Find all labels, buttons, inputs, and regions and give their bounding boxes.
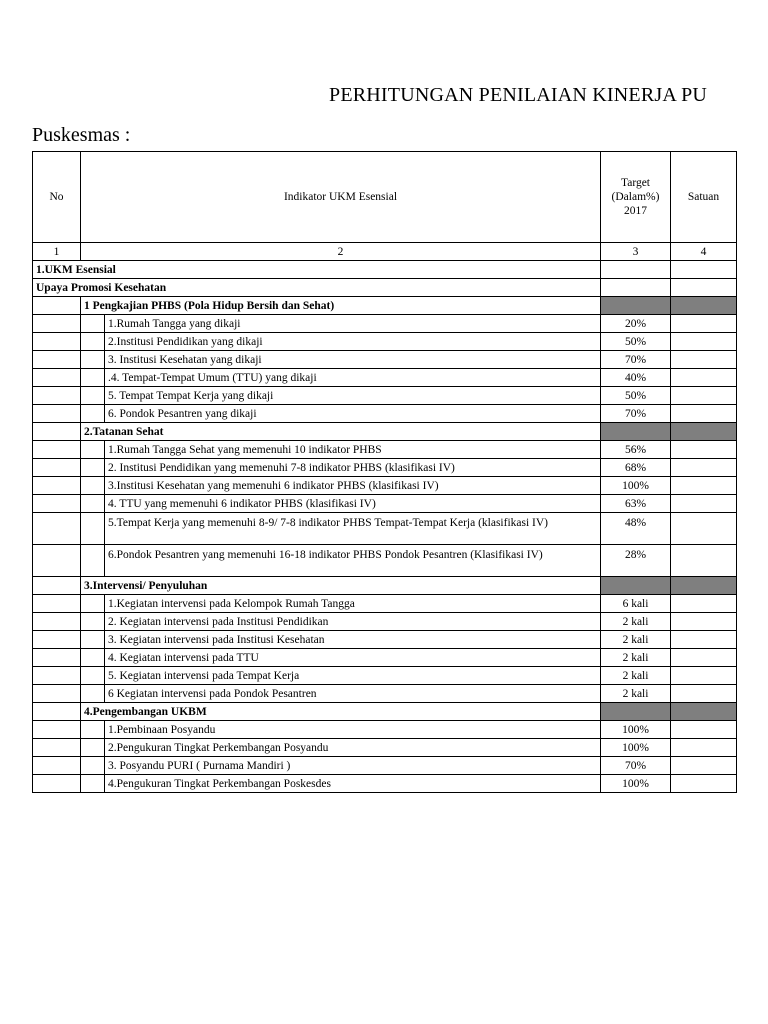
satuan-value <box>671 333 737 351</box>
target-value: 2 kali <box>601 631 671 649</box>
table-row <box>33 545 737 577</box>
satuan-value <box>671 387 737 405</box>
target-value: 40% <box>601 369 671 387</box>
indicator-text: 3. Kegiatan intervensi pada Institusi Kesehatan <box>105 631 601 649</box>
group-row <box>33 297 737 315</box>
target-value: 70% <box>601 351 671 369</box>
table-row <box>33 631 737 649</box>
satuan-value <box>671 369 737 387</box>
target-value: 28% <box>601 545 671 577</box>
satuan-value <box>671 315 737 333</box>
table-row <box>33 495 737 513</box>
satuan-value <box>671 649 737 667</box>
indicator-text: 1.Rumah Tangga yang dikaji <box>105 315 601 333</box>
satuan-value <box>671 631 737 649</box>
col-number-4: 4 <box>671 243 737 261</box>
table-row <box>33 739 737 757</box>
group-row <box>33 703 737 721</box>
indicator-text: 4. Kegiatan intervensi pada TTU <box>105 649 601 667</box>
satuan-value <box>671 595 737 613</box>
satuan-value <box>671 513 737 545</box>
group-title: 3.Intervensi/ Penyuluhan <box>81 577 601 595</box>
indicator-text: 2.Institusi Pendidikan yang dikaji <box>105 333 601 351</box>
col-number-2: 2 <box>81 243 601 261</box>
table-row <box>33 369 737 387</box>
target-value: 56% <box>601 441 671 459</box>
target-value: 68% <box>601 459 671 477</box>
indicator-text: 3.Institusi Kesehatan yang memenuhi 6 indikator PHBS (klasifikasi IV) <box>105 477 601 495</box>
target-value: 6 kali <box>601 595 671 613</box>
document-title: PERHITUNGAN PENILAIAN KINERJA PU <box>329 84 708 106</box>
indicator-text: 1.Rumah Tangga Sehat yang memenuhi 10 indikator PHBS <box>105 441 601 459</box>
section-row <box>33 261 737 279</box>
indicator-text: 5. Kegiatan intervensi pada Tempat Kerja <box>105 667 601 685</box>
table-row <box>33 757 737 775</box>
table-row <box>33 387 737 405</box>
indicator-text: 2. Kegiatan intervensi pada Institusi Pendidikan <box>105 613 601 631</box>
shaded-cell <box>671 703 737 721</box>
table-row <box>33 595 737 613</box>
target-value: 48% <box>601 513 671 545</box>
header-no: No <box>33 152 81 243</box>
group-title: 4.Pengembangan UKBM <box>81 703 601 721</box>
indicator-text: 2. Institusi Pendidikan yang memenuhi 7-8 indikator PHBS (klasifikasi IV) <box>105 459 601 477</box>
target-value: 70% <box>601 757 671 775</box>
table-row <box>33 721 737 739</box>
satuan-value <box>671 667 737 685</box>
target-value: 100% <box>601 739 671 757</box>
target-value: 2 kali <box>601 667 671 685</box>
indicator-text: 5. Tempat Tempat Kerja yang dikaji <box>105 387 601 405</box>
shaded-cell <box>601 297 671 315</box>
indicator-text: 3. Posyandu PURI ( Purnama Mandiri ) <box>105 757 601 775</box>
header-target <box>601 152 671 243</box>
table-row <box>33 351 737 369</box>
section-promosi-kesehatan: Upaya Promosi Kesehatan <box>33 279 601 297</box>
indicator-text: 2.Pengukuran Tingkat Perkembangan Posyandu <box>105 739 601 757</box>
table-row <box>33 775 737 793</box>
table-row <box>33 685 737 703</box>
target-value: 70% <box>601 405 671 423</box>
table-row <box>33 315 737 333</box>
target-value: 63% <box>601 495 671 513</box>
satuan-value <box>671 405 737 423</box>
header-indikator: Indikator UKM Esensial <box>81 152 601 243</box>
satuan-value <box>671 545 737 577</box>
satuan-value <box>671 775 737 793</box>
satuan-value <box>671 351 737 369</box>
section-ukm-esensial: 1.UKM Esensial <box>33 261 601 279</box>
satuan-value <box>671 721 737 739</box>
section-row <box>33 279 737 297</box>
group-row <box>33 423 737 441</box>
header-row <box>33 152 737 243</box>
table-row <box>33 441 737 459</box>
target-value: 2 kali <box>601 649 671 667</box>
indicator-text: 1.Pembinaan Posyandu <box>105 721 601 739</box>
table-row <box>33 649 737 667</box>
target-value: 100% <box>601 477 671 495</box>
indicator-text: 1.Kegiatan intervensi pada Kelompok Rumah Tangga <box>105 595 601 613</box>
target-value: 20% <box>601 315 671 333</box>
shaded-cell <box>671 577 737 595</box>
indicator-text: 6 Kegiatan intervensi pada Pondok Pesantren <box>105 685 601 703</box>
shaded-cell <box>601 703 671 721</box>
table-row <box>33 477 737 495</box>
shaded-cell <box>671 423 737 441</box>
indicator-text: .4. Tempat-Tempat Umum (TTU) yang dikaji <box>105 369 601 387</box>
table-row <box>33 459 737 477</box>
satuan-value <box>671 477 737 495</box>
col-number-3: 3 <box>601 243 671 261</box>
target-value: 50% <box>601 333 671 351</box>
header-target-line2: (Dalam%) <box>611 191 660 203</box>
header-target-line3: 2017 <box>624 205 647 217</box>
indicator-text: 4.Pengukuran Tingkat Perkembangan Poskesdes <box>105 775 601 793</box>
col-number-1: 1 <box>33 243 81 261</box>
shaded-cell <box>601 423 671 441</box>
header-satuan: Satuan <box>671 152 737 243</box>
target-value: 100% <box>601 721 671 739</box>
satuan-value <box>671 739 737 757</box>
indicator-text: 4. TTU yang memenuhi 6 indikator PHBS (klasifikasi IV) <box>105 495 601 513</box>
satuan-value <box>671 495 737 513</box>
indicator-text: 3. Institusi Kesehatan yang dikaji <box>105 351 601 369</box>
table-row <box>33 333 737 351</box>
group-row <box>33 577 737 595</box>
indicator-text: 5.Tempat Kerja yang memenuhi 8-9/ 7-8 indikator PHBS Tempat-Tempat Kerja (klasifikasi IV) <box>105 513 601 545</box>
table-row <box>33 667 737 685</box>
column-number-row <box>33 243 737 261</box>
header-target-line1: Target <box>621 177 650 189</box>
table-row <box>33 613 737 631</box>
shaded-cell <box>601 577 671 595</box>
satuan-value <box>671 613 737 631</box>
indicator-text: 6. Pondok Pesantren yang dikaji <box>105 405 601 423</box>
shaded-cell <box>671 297 737 315</box>
group-title: 2.Tatanan Sehat <box>81 423 601 441</box>
group-title: 1 Pengkajian PHBS (Pola Hidup Bersih dan Sehat) <box>81 297 601 315</box>
satuan-value <box>671 757 737 775</box>
target-value: 100% <box>601 775 671 793</box>
target-value: 50% <box>601 387 671 405</box>
table-row <box>33 513 737 545</box>
satuan-value <box>671 441 737 459</box>
indicator-table <box>32 151 737 793</box>
table-row <box>33 405 737 423</box>
target-value: 2 kali <box>601 685 671 703</box>
indicator-text: 6.Pondok Pesantren yang memenuhi 16-18 indikator PHBS Pondok Pesantren (Klasifikasi IV) <box>105 545 601 577</box>
puskesmas-label: Puskesmas : <box>32 124 131 146</box>
satuan-value <box>671 685 737 703</box>
target-value: 2 kali <box>601 613 671 631</box>
satuan-value <box>671 459 737 477</box>
